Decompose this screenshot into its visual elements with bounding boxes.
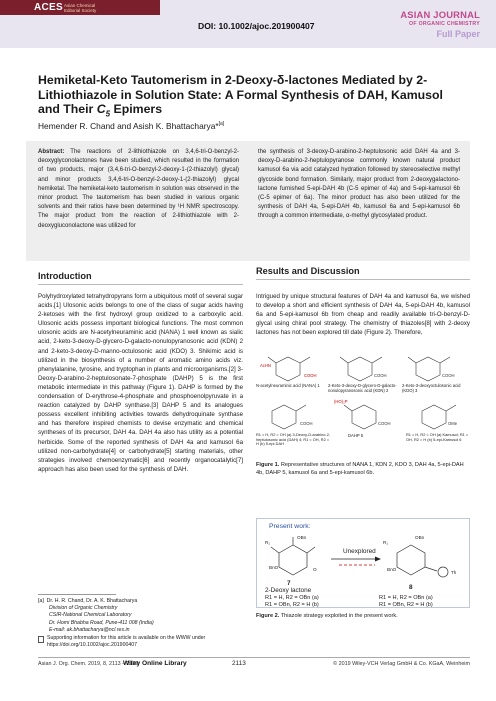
kamusol-ome: OMe xyxy=(448,421,458,426)
article-type: Full Paper xyxy=(436,29,480,39)
lactone-bno: BnO xyxy=(269,565,279,570)
glycal-8-structure xyxy=(397,545,448,577)
figure1-caption-label: Figure 1. xyxy=(256,462,280,468)
dahp-label: DAHP 5 xyxy=(348,433,364,438)
reaction-arrow-head xyxy=(375,557,381,562)
abstract-left-column xyxy=(38,148,239,231)
author-affiliation-mark[interactable]: [a] xyxy=(218,121,225,128)
glycal-variant-a: R1 = H, R2 = OBn (a) xyxy=(379,595,433,601)
present-work-label: Present work: xyxy=(269,523,311,530)
doi-link[interactable]: DOI: 10.1002/ajoc.201900407 xyxy=(198,21,315,31)
lactone-o: O xyxy=(313,567,317,572)
dah-cooh: COOH xyxy=(300,421,313,426)
supporting-info xyxy=(38,635,243,649)
authors-text: Hemender R. Chand and Asish K. Bhattacharya* xyxy=(38,121,219,131)
figure2-caption-label: Figure 2. xyxy=(256,613,280,619)
dahp-phosphate: (HO)₂P xyxy=(334,399,348,404)
glycal-variant-b: R1 = OBn, R2 = H (b) xyxy=(379,602,433,607)
supporting-info-text[interactable]: Supporting information for this article is available on the WWW under https://doi.org/10.1002/ajoc.201900407 xyxy=(47,635,206,649)
figure2-caption-text: Thiazole strategy exploited in the present work. xyxy=(279,613,398,619)
footnote-rule xyxy=(38,594,116,595)
figure2-box xyxy=(256,518,470,608)
figure1-caption xyxy=(256,461,470,477)
footnote-division: Division of Organic Chemistry xyxy=(49,605,118,612)
footer-rule xyxy=(38,657,470,658)
figure1-caption-text: Representative structures of NANA 1, KDN 2, KDO 3, DAH 4a, 5-epi-DAH 4b, DAHP 5, kamusol 6a and 5-epi-kamusol 6b. xyxy=(256,462,464,476)
dah-label: R1 = H, R2 = OH (a) 3-Deoxy-D-arabino-2-heptulosonic acid (DAH) 4; R1 = OH, R2 = H (b) 5-epi-DAH xyxy=(256,433,331,447)
abstract-right-column: the synthesis of 3-deoxy-D-arabino-2-heptulosonic acid DAH 4a and 3-deoxy-D-arabino-2-heptulopyranose commonly known natural product kamusol 6a via acid catalyzed hydration followed by stereoselective methyl glycoside bond formation. Similarly, major product from 2-deoxygalactono-lactone furnished 5-epi-DAH 4b (C-5 epimer of 4a) and 5-epi-kamusol 6b (C-5 epimer of 6a). The minor product has also been utilized for the synthesis of DAH 4a, 5-epi-DAH 4b, kamusol 6a and 5-epi-kamusol 6b through a common intermediate, α-methyl glycosylated product. xyxy=(258,149,460,220)
journal-title-line2: OF ORGANIC CHEMISTRY xyxy=(409,21,480,27)
title-end: Epimers xyxy=(110,102,163,116)
dahp-structure xyxy=(344,405,376,429)
kdn-label: 2-Keto-3-deoxy-D-glycero-D-galacto-nonulopyranosonic acid (KDN) 2 xyxy=(328,383,397,393)
publisher-logo: ACES xyxy=(34,2,63,13)
lactone-name: 2-Deoxy lactone xyxy=(265,587,312,594)
title-c5: C xyxy=(96,102,106,116)
introduction-heading: Introduction xyxy=(38,271,92,281)
author-list xyxy=(38,121,224,131)
document-icon xyxy=(38,636,44,643)
affiliation-footnote xyxy=(38,598,243,649)
title-main: Hemiketal-Keto Tautomerism in 2-Deoxy-δ-lactones Mediated by 2-Lithiothiazole in Solution State: A Formal Synthesis of DAH, Kamusol and Their xyxy=(38,73,443,116)
nana-cooh: COOH xyxy=(304,373,317,378)
kdo-label: 2-Keto-3-deoxyoctulosonic acid (KDO) 3 xyxy=(402,383,461,393)
kamusol-label: R1 = H, R2 = OH (a) Kamusol; R1 = OH, R2 = H (b) 5-epi-Kamusol 6 xyxy=(406,433,469,442)
compound-7: 7 xyxy=(287,580,291,587)
figure2-caption xyxy=(256,612,470,620)
lactone-variant-b: R1 = OBn, R2 = H (b) xyxy=(265,602,319,607)
footer-citation: Asian J. Org. Chem. 2019, 8, 2113 – 2120 xyxy=(38,661,139,667)
unexplored-label: Unexplored xyxy=(343,548,376,555)
publisher-subtitle: Asian Chemical Editorial Society xyxy=(64,3,97,13)
abstract-left-text: The reactions of 2-lithiothiazole on 3,4,6-tri-O-benzyl-2-deoxyglyconolactones have been studied, which resulted in the formation of two products, major (3,4,6-tri-O-benzyl-2-deoxy-1-(2-thiazolyl) glycal) and minor products 3,4,6-tri-O-benzyl-2-deoxy-1-(2-thiazolyl) glycal hemiketal. The hemiketal-keto tautomerism in solution was observed in the minor product. The tautomerism has been studied in various organic solvents and their ratios have been determined by ¹H NMR spectroscopy. The major product from the reaction of 2-lithiothiazole with 2-deoxygluconolactone was utilized for xyxy=(38,149,239,229)
figure2-scheme xyxy=(257,531,469,607)
divider xyxy=(256,279,470,280)
nana-label: N-acetylneuraminic acid (NANA) 1 xyxy=(256,383,320,388)
nana-acnh: AcHN xyxy=(260,363,271,368)
results-heading: Results and Discussion xyxy=(256,266,360,276)
footnote-email[interactable]: E-mail: ak.bhattacharya@ncl.res.in xyxy=(49,626,130,633)
page-number: 2113 xyxy=(232,660,246,667)
results-text: Intrigued by unique structural features of DAH 4a and kamusol 6a, we wished to develop a short and efficient synthesis of DAH 4a, 5-epi-DAH 4b, kamusol 6a and 5-epi-kamusol 6b from cheap and readily available tri-O-benzyl-D-glycal using chiral pool strategy. The chemistry of thiazoles[8] with 2-deoxy lactones has not been explored till date (Figure 2). Therefore, xyxy=(256,293,470,337)
footnote-address: Dr. Homi Bhabha Road, Pune-411 008 (India) xyxy=(49,619,154,626)
lactone-r1: R₁ xyxy=(265,540,270,545)
kdo-cooh: COOH xyxy=(442,373,455,378)
wiley-online-library-link[interactable]: Wiley Online Library xyxy=(123,660,187,667)
journal-title-line1: ASIAN JOURNAL xyxy=(400,9,480,20)
compound-8: 8 xyxy=(409,584,413,591)
figure1-structures xyxy=(256,345,470,455)
divider xyxy=(38,284,243,285)
footnote-authors: Dr. H. R. Chand, Dr. A. K. Bhattacharya xyxy=(46,598,138,604)
lactone-variant-a: R1 = H, R2 = OBn (a) xyxy=(265,595,319,601)
glycal-bno: BnO xyxy=(387,567,397,572)
kdn-cooh: COOH xyxy=(374,373,387,378)
abstract-label: Abstract: xyxy=(38,149,65,155)
footnote-tag: [a] xyxy=(38,598,44,604)
lactone-obn: OBn xyxy=(297,535,307,540)
glycal-r1: R₁ xyxy=(383,540,388,545)
dahp-cooh: COOH xyxy=(378,421,391,426)
article-title xyxy=(38,73,468,122)
glycal-th: Th xyxy=(451,570,457,575)
title-c5-sub: 5 xyxy=(105,109,111,119)
copyright: © 2019 Wiley-VCH Verlag GmbH & Co. KGaA, Weinheim xyxy=(333,661,470,667)
introduction-text: Polyhydroxylated tetrahydropyrans form a ubiquitous motif of several sugar acids.[1] Ulosonic acids belongs to one of the class of sugar acids having 2-ketoses with the first hydroxyl group oxidized to a carboxylic acid. Ulosonic acids possess important biological functions. The most common ulosonic acids are N-acetylneuraminic acid (NANA) 1 well known as sialic acid, 2-keto-3-deoxy-D-glycero-D-galacto-nonulopyranosonic acid (KDN) 2 and 2-keto-3-deoxy-D-manno-octulosonic acid (KDO) 3. Shikimic acid is utilized in the biosynthesis of a number of aromatic amino acids viz. phenylalanine, tyrosine, and tryptophan in plants and microorganisms.[2] 3-Deoxy-D-arabino-2-heptulosonate-7-phosphate (DAHP) 5 is the first metabolic intermediate in this pathway (Figure 1). DAHP is formed by the condensation of D-erythrose-4-phosphate and phosphoenolpyruvate in a reaction catalyzed by DAHP synthase.[3] DAHP 5 and its analogues possess excellent inhibiting activities towards dehydroquinate synthase and has therefore inspired chemists to devise enzymatic and chemical syntheses of its precursor, DAH 4a. DAH 4a also has utility as a potential herbicide. Some of the reported synthesis of DAH 4a and kamusol 6a utilized non-carbohydrate[4] or carbohydrate[5] starting materials, other strategies involved chemoenzymatic[6] and recently organocatalytic[7] approach has also been used for the synthesis of DAH. xyxy=(38,293,243,473)
footnote-institute: CSIR-National Chemical Laboratory xyxy=(49,612,132,619)
glycal-obn: OBn xyxy=(415,535,425,540)
